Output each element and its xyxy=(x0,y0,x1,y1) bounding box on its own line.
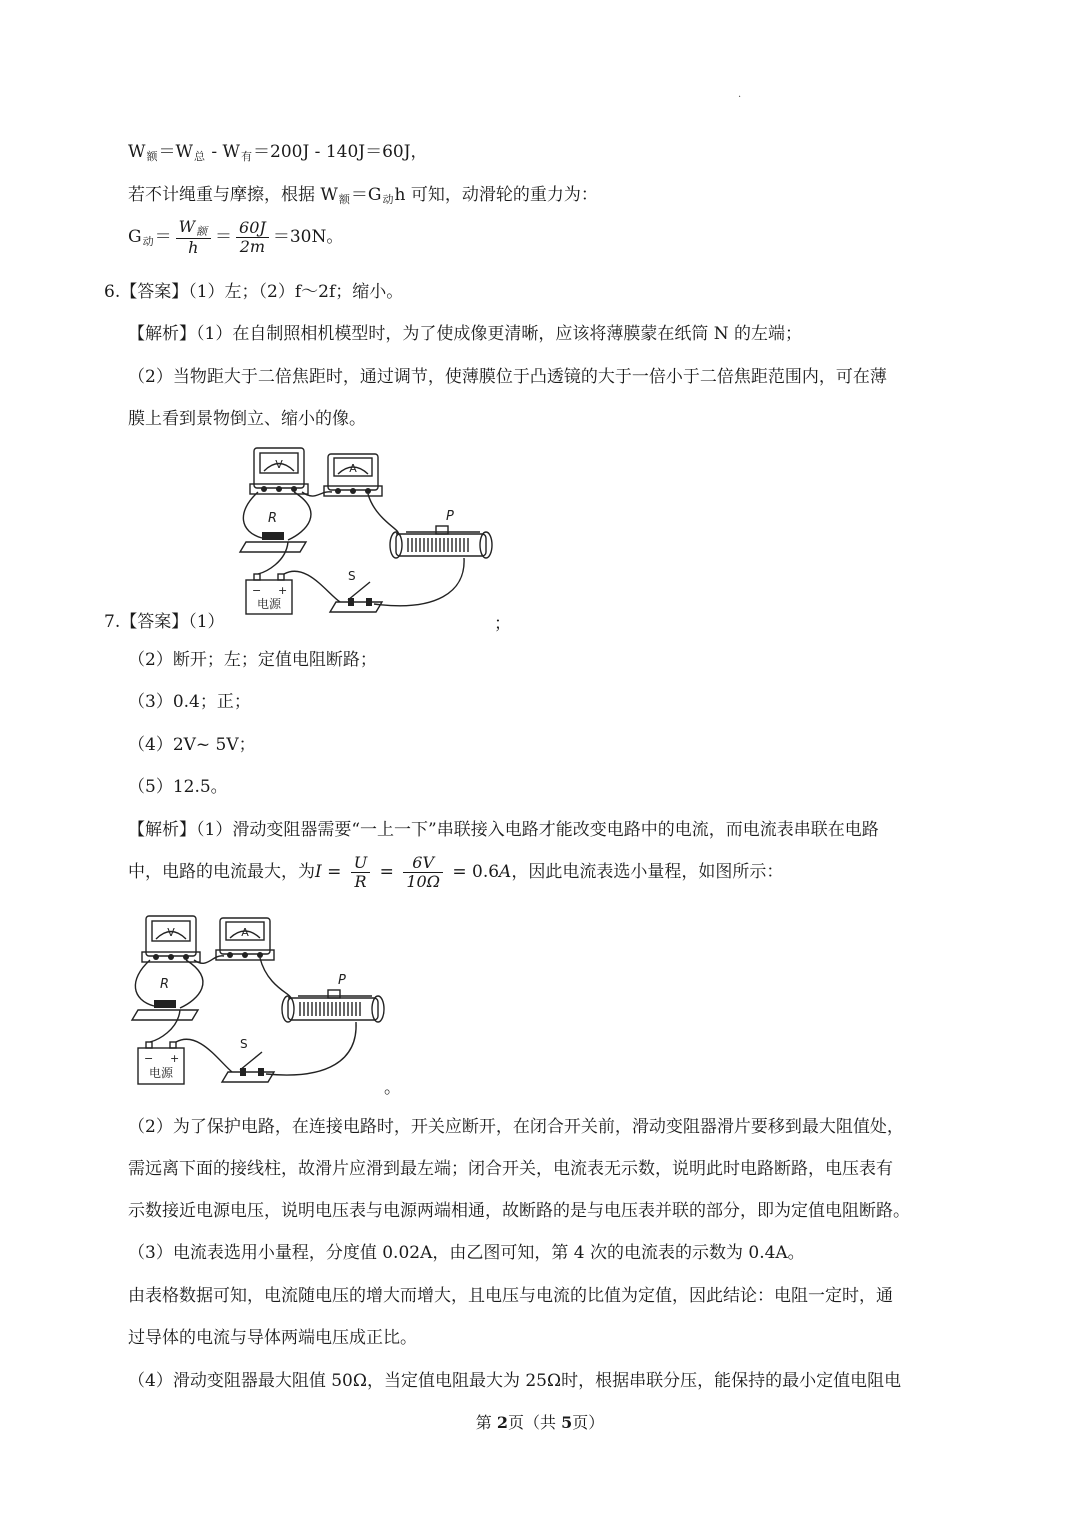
battery-plus: + xyxy=(170,1052,180,1065)
voltmeter-label: V xyxy=(167,926,175,939)
q7-answer-head: 7.【答案】（1） xyxy=(104,612,225,632)
ammeter-label: A xyxy=(241,926,249,939)
battery-label: 电源 xyxy=(148,1066,174,1080)
q7-para2-line2: 需远离下面的接线柱，故滑片应滑到最左端；闭合开关，电流表无示数，说明此时电路断路，电压表有 xyxy=(128,1159,893,1179)
fraction-6v-10ohm: $\frac{6V}{10\Omega}$ xyxy=(403,854,443,891)
circuit-diagram-svg-2 xyxy=(128,910,388,1090)
circuit-diagram-2 xyxy=(128,910,388,1090)
voltmeter-label: V xyxy=(275,458,283,471)
figure-2-period: 。 xyxy=(384,1078,401,1098)
q6-analysis-1: 【解析】（1）在自制照相机模型时，为了使成像更清晰，应该将薄膜蒙在纸筒 N 的左端； xyxy=(128,324,802,344)
q7-answer-2: （2）断开；左；定值电阻断路； xyxy=(128,650,377,670)
resistor-label: R xyxy=(160,977,170,992)
q7-para3-line1: （3）电流表选用小量程，分度值 0.02A，由乙图可知，第 4 次的电流表的示数为 0.4A。 xyxy=(128,1243,805,1263)
q7-para3-line2: 由表格数据可知，电流随电压的增大而增大，且电压与电流的比值为定值，因此结论：电阻一定时，通 xyxy=(128,1286,893,1306)
circuit-diagram-1 xyxy=(236,442,496,622)
fraction-60j-2m: $\frac{60J}{2m}$ xyxy=(236,219,269,256)
slider-label: P xyxy=(446,509,454,524)
q7-answer-4: （4）2V~ 5V； xyxy=(128,735,256,755)
battery-plus: + xyxy=(278,584,288,597)
battery-minus: − xyxy=(144,1052,154,1065)
resistor-label: R xyxy=(268,511,278,526)
q7-answer-5: （5）12.5。 xyxy=(128,777,228,797)
q7-para2-line3: 示数接近电源电压，说明电压表与电源两端相通，故断路的是与电压表并联的部分，即为定值电阻断路。 xyxy=(128,1201,910,1221)
q7-para4-line1: （4）滑动变阻器最大阻值 50Ω，当定值电阻最大为 25Ω时，根据串联分压，能保持的最小定值电阻电 xyxy=(128,1371,902,1391)
slider-label: P xyxy=(338,973,346,988)
q7-analysis-1: 【解析】（1）滑动变阻器需要“一上一下”串联接入电路才能改变电路中的电流，而电流表串联在电路 xyxy=(128,820,879,840)
q7-analysis-2: 中，电路的电流最大，为I = $\frac{U}{R}$ = $\frac{6V}{10\Omega}$ = 0.6A，因此电流表选小量程，如图所示： xyxy=(128,853,784,891)
ammeter-label: A xyxy=(349,462,357,475)
q6-answer: 6.【答案】（1）左；（2）f～2f；缩小。 xyxy=(104,282,404,302)
battery-label: 电源 xyxy=(256,597,282,611)
q6-analysis-2: （2）当物距大于二倍焦距时，通过调节，使薄膜位于凸透镜的大于一倍小于二倍焦距范围内，可在薄 xyxy=(128,367,887,387)
text-no-friction: 若不计绳重与摩擦，根据 W额＝G动h 可知，动滑轮的重力为： xyxy=(128,185,598,206)
switch-label: S xyxy=(348,569,356,583)
q6-analysis-3: 膜上看到景物倒立、缩小的像。 xyxy=(128,409,366,429)
page-footer: 第 2页（共 5页） xyxy=(475,1413,605,1432)
battery-minus: − xyxy=(252,584,262,597)
switch-label: S xyxy=(240,1037,248,1051)
equation-extra-work: W额＝W总 - W有＝200J - 140J＝60J， xyxy=(128,142,428,163)
q7-answer-tail: ； xyxy=(494,614,511,634)
circuit-diagram-svg-1 xyxy=(236,442,496,622)
q7-para2-line1: （2）为了保护电路，在连接电路时，开关应断开，在闭合开关前，滑动变阻器滑片要移到最大阻值处， xyxy=(128,1117,904,1137)
fraction-u-r: $\frac{U}{R}$ xyxy=(351,854,370,891)
fraction-work-height: $\frac{\text{W额}}{h}$ xyxy=(176,218,211,257)
q7-answer-3: （3）0.4；正； xyxy=(128,692,251,712)
equation-pulley-weight: G动＝ $\frac{\text{W额}}{h}$ ＝ $\frac{60J}{2m}$ ＝30N。 xyxy=(128,217,344,257)
page-total: 5 xyxy=(561,1413,573,1432)
top-mark: · xyxy=(738,92,742,103)
q7-para3-line3: 过导体的电流与导体两端电压成正比。 xyxy=(128,1328,417,1348)
page-number: 2 xyxy=(496,1413,508,1432)
